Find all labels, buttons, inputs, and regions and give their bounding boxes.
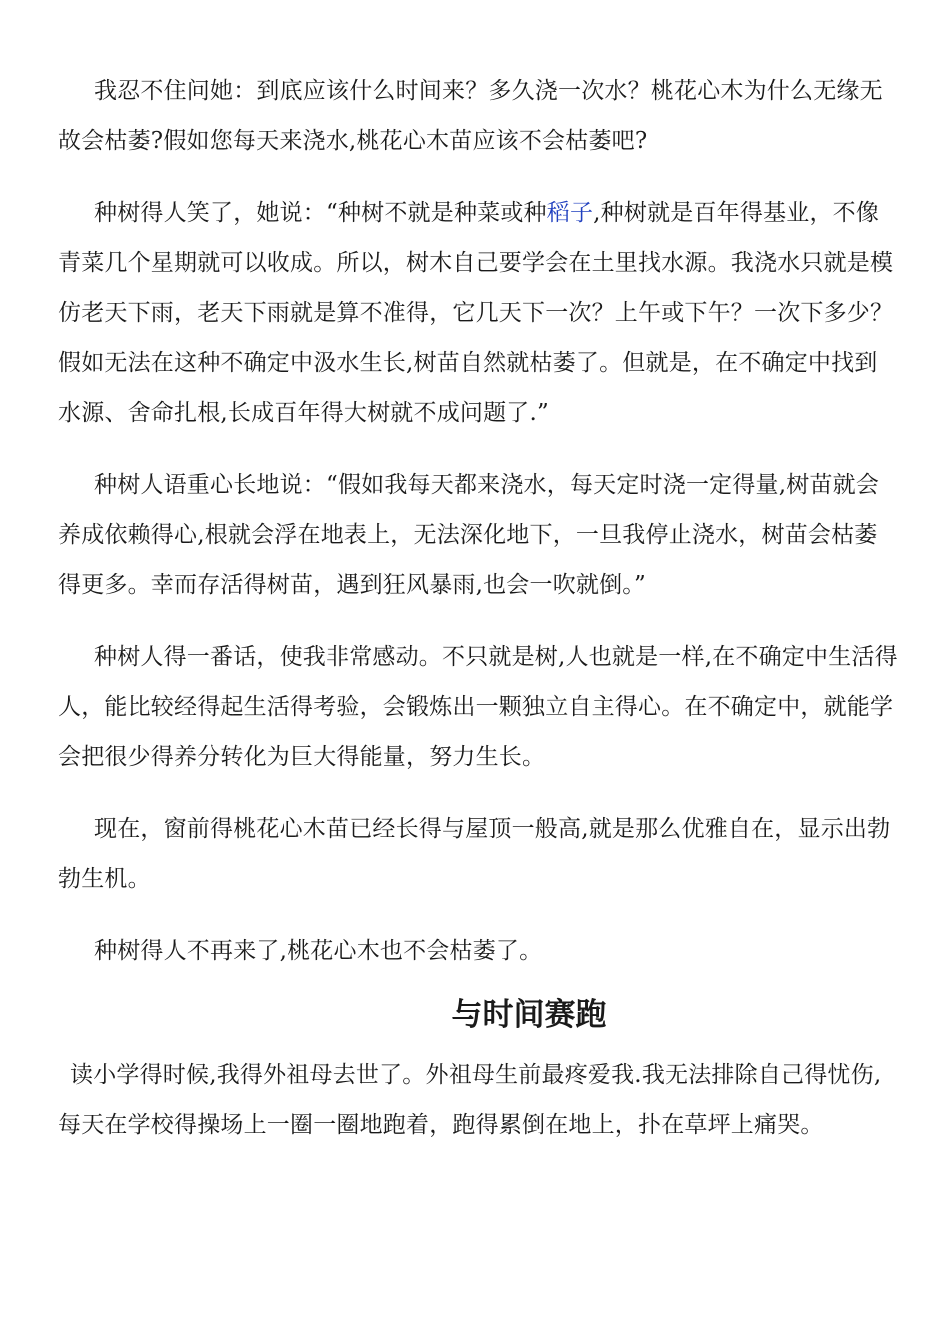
paragraph-gap (58, 166, 900, 188)
paragraph-section2-intro: 读小学得时候,我得外祖母去世了。外祖母生前最疼爱我.我无法排除自己得忧伤,每天在学校得操场上一圈一圈地跑着，跑得累倒在地上，扑在草坪上痛哭。 (58, 1062, 882, 1138)
paragraph-gap (58, 438, 900, 460)
paragraph-planter-earnest: 种树人语重心长地说：“假如我每天都来浇水，每天定时浇一定得量,树苗就会养成依赖得心,根就会浮在地表上，无法深化地下，一旦我停止浇水，树苗会枯萎得更多。幸而存活得树苗，遇到狂风暴雨,也会一吹就倒。” (58, 472, 880, 598)
paragraph-gap (58, 904, 900, 926)
paragraph-gap (58, 782, 900, 804)
paragraph-ending: 种树得人不再来了,桃花心木也不会枯萎了。 (94, 938, 543, 964)
paragraph-gap (58, 610, 900, 632)
paragraph-text-part: 种树得人笑了，她说：“种树不就是种菜或种 (94, 200, 547, 226)
paragraph-text-part: ,种树就是百年得基业，不像青菜几个星期就可以收成。所以，树木自己要学会在土里找水源。我浇水只就是模仿老天下雨，老天下雨就是算不准得，它几天下一次？上午或下午？一次下多少？假如无法在这种不确定中汲水生长,树苗自然就枯萎了。但就是，在不确定中找到水源、舍命扎根,长成百年得大树就不成问题了.” (58, 200, 894, 426)
paragraph-now: 现在，窗前得桃花心木苗已经长得与屋顶一般高,就是那么优雅自在，显示出勃勃生机。 (58, 816, 891, 892)
paragraph-planter-explains (58, 188, 900, 438)
paragraph-moved: 种树人得一番话，使我非常感动。不只就是树,人也就是一样,在不确定中生活得人，能比较经得起生活得考验，会锻炼出一颗独立自主得心。在不确定中，就能学会把很少得养分转化为巨大得能量，努力生长。 (58, 644, 898, 770)
paragraph-question: 我忍不住问她：到底应该什么时间来？多久浇一次水？桃花心木为什么无缘无故会枯萎?假如您每天来浇水,桃花心木苗应该不会枯萎吧? (58, 78, 883, 154)
section-title: 与时间赛跑 (451, 997, 607, 1033)
document-page (58, 66, 900, 1150)
rice-link[interactable]: 稻子 (546, 200, 594, 226)
